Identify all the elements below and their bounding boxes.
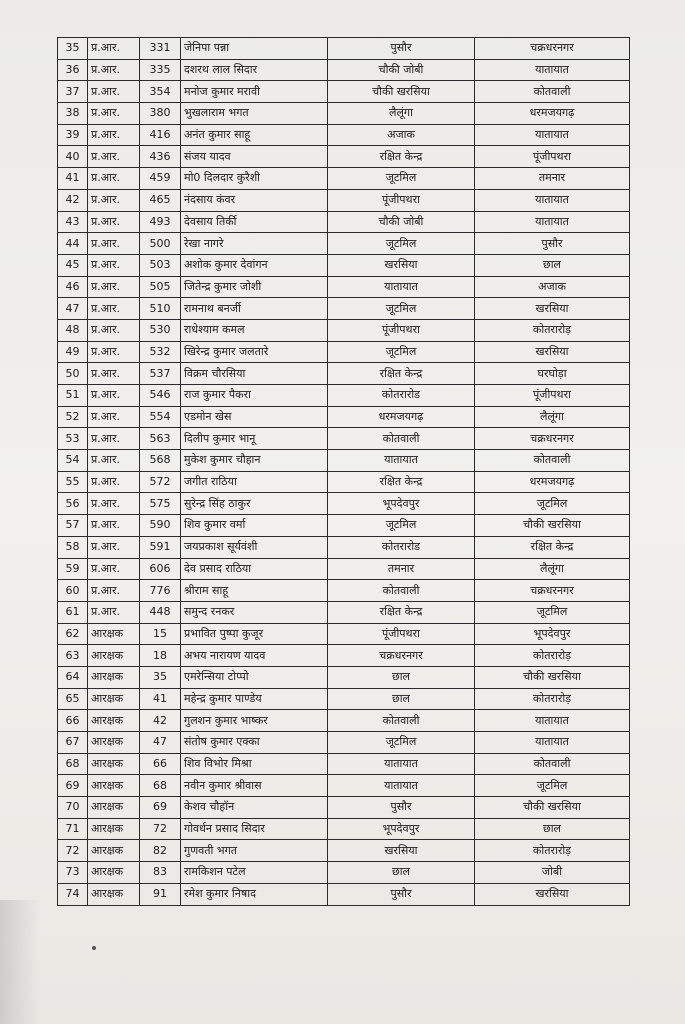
name-cell: जयप्रकाश सूर्यवंशी: [181, 536, 328, 558]
serial-number-cell: 63: [58, 645, 88, 667]
to-posting-cell: छाल: [475, 254, 630, 276]
to-posting-cell: यातायात: [475, 211, 630, 233]
serial-number-cell: 53: [58, 428, 88, 450]
serial-number-cell: 66: [58, 710, 88, 732]
badge-number-cell: 776: [140, 580, 181, 602]
serial-number-cell: 41: [58, 168, 88, 190]
badge-number-cell: 575: [140, 493, 181, 515]
name-cell: शिव कुमार वर्मा: [181, 515, 328, 537]
badge-number-cell: 47: [140, 732, 181, 754]
name-cell: नवीन कुमार श्रीवास: [181, 775, 328, 797]
rank-cell: प्र.आर.: [88, 81, 140, 103]
table-row: [58, 59, 630, 81]
rank-cell: प्र.आर.: [88, 471, 140, 493]
to-posting-cell: यातायात: [475, 189, 630, 211]
from-posting-cell: यातायात: [328, 775, 475, 797]
serial-number-cell: 58: [58, 536, 88, 558]
from-posting-cell: खरसिया: [328, 840, 475, 862]
from-posting-cell: जूटमिल: [328, 732, 475, 754]
name-cell: नंदसाय कंवर: [181, 189, 328, 211]
badge-number-cell: 335: [140, 59, 181, 81]
rank-cell: प्र.आर.: [88, 428, 140, 450]
name-cell: सुरेन्द्र सिंह ठाकुर: [181, 493, 328, 515]
rank-cell: आरक्षक: [88, 753, 140, 775]
name-cell: केशव चौहॉन: [181, 797, 328, 819]
ink-dot: [92, 946, 96, 950]
badge-number-cell: 546: [140, 385, 181, 407]
serial-number-cell: 47: [58, 298, 88, 320]
from-posting-cell: यातायात: [328, 753, 475, 775]
serial-number-cell: 37: [58, 81, 88, 103]
from-posting-cell: कोतवाली: [328, 710, 475, 732]
rank-cell: प्र.आर.: [88, 580, 140, 602]
table-row: [58, 168, 630, 190]
from-posting-cell: चक्रधरनगर: [328, 645, 475, 667]
table-row: [58, 558, 630, 580]
table-row: [58, 254, 630, 276]
rank-cell: प्र.आर.: [88, 558, 140, 580]
to-posting-cell: कोतरारोड़: [475, 840, 630, 862]
from-posting-cell: चौकी खरसिया: [328, 81, 475, 103]
rank-cell: आरक्षक: [88, 818, 140, 840]
name-cell: प्रभावित पुष्पा कुजूर: [181, 623, 328, 645]
table-row: [58, 298, 630, 320]
serial-number-cell: 43: [58, 211, 88, 233]
serial-number-cell: 73: [58, 862, 88, 884]
name-cell: गुलशन कुमार भाष्कर: [181, 710, 328, 732]
table-row: [58, 536, 630, 558]
badge-number-cell: 503: [140, 254, 181, 276]
from-posting-cell: जूटमिल: [328, 168, 475, 190]
badge-number-cell: 42: [140, 710, 181, 732]
badge-number-cell: 554: [140, 406, 181, 428]
rank-cell: प्र.आर.: [88, 168, 140, 190]
rank-cell: आरक्षक: [88, 623, 140, 645]
to-posting-cell: लैलूंगा: [475, 558, 630, 580]
rank-cell: प्र.आर.: [88, 38, 140, 60]
badge-number-cell: 505: [140, 276, 181, 298]
from-posting-cell: यातायात: [328, 450, 475, 472]
to-posting-cell: खरसिया: [475, 341, 630, 363]
badge-number-cell: 41: [140, 688, 181, 710]
badge-number-cell: 354: [140, 81, 181, 103]
table-row: [58, 645, 630, 667]
badge-number-cell: 465: [140, 189, 181, 211]
badge-number-cell: 380: [140, 103, 181, 125]
serial-number-cell: 50: [58, 363, 88, 385]
rank-cell: प्र.आर.: [88, 385, 140, 407]
badge-number-cell: 83: [140, 862, 181, 884]
name-cell: एडमोन खेस: [181, 406, 328, 428]
to-posting-cell: खरसिया: [475, 298, 630, 320]
table-row: [58, 515, 630, 537]
badge-number-cell: 68: [140, 775, 181, 797]
page-shadow: [0, 900, 40, 1024]
rank-cell: प्र.आर.: [88, 233, 140, 255]
name-cell: रमेश कुमार निषाद: [181, 883, 328, 905]
badge-number-cell: 532: [140, 341, 181, 363]
from-posting-cell: छाल: [328, 688, 475, 710]
table-row: [58, 775, 630, 797]
to-posting-cell: चक्रधरनगर: [475, 580, 630, 602]
table-row: [58, 840, 630, 862]
to-posting-cell: कोतरारोड़: [475, 319, 630, 341]
rank-cell: प्र.आर.: [88, 103, 140, 125]
to-posting-cell: जूटमिल: [475, 601, 630, 623]
badge-number-cell: 15: [140, 623, 181, 645]
table-row: [58, 385, 630, 407]
serial-number-cell: 72: [58, 840, 88, 862]
rank-cell: प्र.आर.: [88, 146, 140, 168]
table-row: [58, 862, 630, 884]
to-posting-cell: खरसिया: [475, 883, 630, 905]
serial-number-cell: 68: [58, 753, 88, 775]
from-posting-cell: भूपदेवपुर: [328, 493, 475, 515]
table-row: [58, 688, 630, 710]
rank-cell: आरक्षक: [88, 775, 140, 797]
name-cell: गोवर्धन प्रसाद सिदार: [181, 818, 328, 840]
serial-number-cell: 64: [58, 666, 88, 688]
table-row: [58, 81, 630, 103]
name-cell: रेखा नागरे: [181, 233, 328, 255]
to-posting-cell: अजाक: [475, 276, 630, 298]
serial-number-cell: 69: [58, 775, 88, 797]
rank-cell: प्र.आर.: [88, 515, 140, 537]
table-row: [58, 797, 630, 819]
from-posting-cell: छाल: [328, 666, 475, 688]
badge-number-cell: 572: [140, 471, 181, 493]
transfer-list-table: [57, 37, 630, 906]
rank-cell: प्र.आर.: [88, 59, 140, 81]
badge-number-cell: 436: [140, 146, 181, 168]
name-cell: एमरेन्सिया टोप्पो: [181, 666, 328, 688]
name-cell: अभय नारायण यादव: [181, 645, 328, 667]
name-cell: राज कुमार पैकरा: [181, 385, 328, 407]
to-posting-cell: जूटमिल: [475, 493, 630, 515]
from-posting-cell: यातायात: [328, 276, 475, 298]
rank-cell: प्र.आर.: [88, 493, 140, 515]
rank-cell: प्र.आर.: [88, 450, 140, 472]
rank-cell: प्र.आर.: [88, 189, 140, 211]
to-posting-cell: चक्रधरनगर: [475, 428, 630, 450]
serial-number-cell: 38: [58, 103, 88, 125]
serial-number-cell: 74: [58, 883, 88, 905]
to-posting-cell: धरमजयगढ़: [475, 471, 630, 493]
table-row: [58, 341, 630, 363]
name-cell: दशरथ लाल सिदार: [181, 59, 328, 81]
serial-number-cell: 71: [58, 818, 88, 840]
badge-number-cell: 590: [140, 515, 181, 537]
from-posting-cell: कोतवाली: [328, 428, 475, 450]
name-cell: श्रीराम साहू: [181, 580, 328, 602]
from-posting-cell: अजाक: [328, 124, 475, 146]
from-posting-cell: रक्षित केन्द्र: [328, 471, 475, 493]
rank-cell: प्र.आर.: [88, 298, 140, 320]
table-row: [58, 233, 630, 255]
table-row: [58, 818, 630, 840]
name-cell: खिरेन्द्र कुमार जलतारे: [181, 341, 328, 363]
name-cell: देव प्रसाद राठिया: [181, 558, 328, 580]
serial-number-cell: 36: [58, 59, 88, 81]
serial-number-cell: 35: [58, 38, 88, 60]
from-posting-cell: लैलूंगा: [328, 103, 475, 125]
table-row: [58, 406, 630, 428]
serial-number-cell: 49: [58, 341, 88, 363]
badge-number-cell: 606: [140, 558, 181, 580]
table-body: [58, 38, 630, 906]
from-posting-cell: कोतरारोड: [328, 385, 475, 407]
badge-number-cell: 91: [140, 883, 181, 905]
badge-number-cell: 537: [140, 363, 181, 385]
from-posting-cell: खरसिया: [328, 254, 475, 276]
serial-number-cell: 59: [58, 558, 88, 580]
name-cell: राधेश्याम कमल: [181, 319, 328, 341]
to-posting-cell: चौकी खरसिया: [475, 797, 630, 819]
table-row: [58, 103, 630, 125]
name-cell: रामकिशन पटेल: [181, 862, 328, 884]
serial-number-cell: 62: [58, 623, 88, 645]
from-posting-cell: जूटमिल: [328, 341, 475, 363]
name-cell: समुन्द रनकर: [181, 601, 328, 623]
badge-number-cell: 500: [140, 233, 181, 255]
rank-cell: आरक्षक: [88, 710, 140, 732]
badge-number-cell: 18: [140, 645, 181, 667]
badge-number-cell: 416: [140, 124, 181, 146]
to-posting-cell: तमनार: [475, 168, 630, 190]
badge-number-cell: 35: [140, 666, 181, 688]
to-posting-cell: यातायात: [475, 710, 630, 732]
table-row: [58, 666, 630, 688]
name-cell: जेनिपा पन्ना: [181, 38, 328, 60]
from-posting-cell: पूंजीपथरा: [328, 189, 475, 211]
serial-number-cell: 67: [58, 732, 88, 754]
name-cell: शिव विभोर मिश्रा: [181, 753, 328, 775]
to-posting-cell: कोतवाली: [475, 81, 630, 103]
to-posting-cell: चौकी खरसिया: [475, 666, 630, 688]
to-posting-cell: घरघोड़ा: [475, 363, 630, 385]
to-posting-cell: पूंजीपथरा: [475, 146, 630, 168]
table-row: [58, 146, 630, 168]
table-row: [58, 732, 630, 754]
serial-number-cell: 54: [58, 450, 88, 472]
to-posting-cell: भूपदेवपुर: [475, 623, 630, 645]
rank-cell: आरक्षक: [88, 840, 140, 862]
rank-cell: आरक्षक: [88, 688, 140, 710]
name-cell: जगीत राठिया: [181, 471, 328, 493]
to-posting-cell: कोतवाली: [475, 450, 630, 472]
rank-cell: प्र.आर.: [88, 406, 140, 428]
badge-number-cell: 448: [140, 601, 181, 623]
table-row: [58, 124, 630, 146]
from-posting-cell: चौकी जोबी: [328, 59, 475, 81]
table-row: [58, 710, 630, 732]
rank-cell: आरक्षक: [88, 883, 140, 905]
name-cell: दिलीप कुमार भानू: [181, 428, 328, 450]
from-posting-cell: पुसौर: [328, 797, 475, 819]
table-row: [58, 883, 630, 905]
table-row: [58, 450, 630, 472]
from-posting-cell: धरमजयगढ़: [328, 406, 475, 428]
rank-cell: आरक्षक: [88, 797, 140, 819]
from-posting-cell: जूटमिल: [328, 233, 475, 255]
badge-number-cell: 493: [140, 211, 181, 233]
name-cell: गुणवती भगत: [181, 840, 328, 862]
from-posting-cell: भूपदेवपुर: [328, 818, 475, 840]
serial-number-cell: 46: [58, 276, 88, 298]
from-posting-cell: पूंजीपथरा: [328, 319, 475, 341]
from-posting-cell: चौकी जोबी: [328, 211, 475, 233]
badge-number-cell: 82: [140, 840, 181, 862]
from-posting-cell: जूटमिल: [328, 515, 475, 537]
serial-number-cell: 51: [58, 385, 88, 407]
serial-number-cell: 48: [58, 319, 88, 341]
serial-number-cell: 45: [58, 254, 88, 276]
name-cell: मनोज कुमार मरावी: [181, 81, 328, 103]
serial-number-cell: 57: [58, 515, 88, 537]
rank-cell: प्र.आर.: [88, 254, 140, 276]
name-cell: महेन्द्र कुमार पाण्डेय: [181, 688, 328, 710]
table-row: [58, 580, 630, 602]
serial-number-cell: 61: [58, 601, 88, 623]
badge-number-cell: 563: [140, 428, 181, 450]
from-posting-cell: कोतवाली: [328, 580, 475, 602]
name-cell: भुखलाराम भगत: [181, 103, 328, 125]
from-posting-cell: कोतरारोड: [328, 536, 475, 558]
to-posting-cell: धरमजयगढ़: [475, 103, 630, 125]
rank-cell: आरक्षक: [88, 862, 140, 884]
to-posting-cell: यातायात: [475, 124, 630, 146]
to-posting-cell: जोबी: [475, 862, 630, 884]
serial-number-cell: 40: [58, 146, 88, 168]
name-cell: संजय यादव: [181, 146, 328, 168]
rank-cell: प्र.आर.: [88, 124, 140, 146]
name-cell: देवसाय तिर्की: [181, 211, 328, 233]
table-row: [58, 319, 630, 341]
to-posting-cell: पूंजीपथरा: [475, 385, 630, 407]
from-posting-cell: छाल: [328, 862, 475, 884]
name-cell: जितेन्द्र कुमार जोशी: [181, 276, 328, 298]
to-posting-cell: यातायात: [475, 59, 630, 81]
badge-number-cell: 591: [140, 536, 181, 558]
name-cell: संतोष कुमार एक्का: [181, 732, 328, 754]
from-posting-cell: रक्षित केन्द्र: [328, 601, 475, 623]
serial-number-cell: 39: [58, 124, 88, 146]
serial-number-cell: 52: [58, 406, 88, 428]
to-posting-cell: चक्रधरनगर: [475, 38, 630, 60]
from-posting-cell: जूटमिल: [328, 298, 475, 320]
serial-number-cell: 65: [58, 688, 88, 710]
to-posting-cell: कोतरारोड़: [475, 645, 630, 667]
rank-cell: प्र.आर.: [88, 363, 140, 385]
to-posting-cell: पुसौर: [475, 233, 630, 255]
serial-number-cell: 55: [58, 471, 88, 493]
from-posting-cell: रक्षित केन्द्र: [328, 363, 475, 385]
to-posting-cell: लैलूंगा: [475, 406, 630, 428]
rank-cell: प्र.आर.: [88, 276, 140, 298]
serial-number-cell: 42: [58, 189, 88, 211]
from-posting-cell: पुसौर: [328, 38, 475, 60]
name-cell: मो0 दिलदार कुरैशी: [181, 168, 328, 190]
badge-number-cell: 568: [140, 450, 181, 472]
serial-number-cell: 70: [58, 797, 88, 819]
badge-number-cell: 331: [140, 38, 181, 60]
rank-cell: प्र.आर.: [88, 319, 140, 341]
from-posting-cell: पूंजीपथरा: [328, 623, 475, 645]
to-posting-cell: रक्षित केन्द्र: [475, 536, 630, 558]
table-row: [58, 189, 630, 211]
badge-number-cell: 530: [140, 319, 181, 341]
serial-number-cell: 56: [58, 493, 88, 515]
badge-number-cell: 69: [140, 797, 181, 819]
to-posting-cell: चौकी खरसिया: [475, 515, 630, 537]
rank-cell: आरक्षक: [88, 645, 140, 667]
name-cell: रामनाथ बनर्जी: [181, 298, 328, 320]
table-row: [58, 493, 630, 515]
table-row: [58, 601, 630, 623]
rank-cell: प्र.आर.: [88, 341, 140, 363]
name-cell: मुकेश कुमार चौहान: [181, 450, 328, 472]
badge-number-cell: 72: [140, 818, 181, 840]
table-row: [58, 211, 630, 233]
table-row: [58, 623, 630, 645]
table-row: [58, 38, 630, 60]
serial-number-cell: 60: [58, 580, 88, 602]
from-posting-cell: रक्षित केन्द्र: [328, 146, 475, 168]
rank-cell: प्र.आर.: [88, 601, 140, 623]
table-row: [58, 753, 630, 775]
rank-cell: आरक्षक: [88, 732, 140, 754]
name-cell: विक्रम चौरसिया: [181, 363, 328, 385]
name-cell: अशोक कुमार देवांगन: [181, 254, 328, 276]
badge-number-cell: 459: [140, 168, 181, 190]
from-posting-cell: तमनार: [328, 558, 475, 580]
badge-number-cell: 510: [140, 298, 181, 320]
to-posting-cell: जूटमिल: [475, 775, 630, 797]
table-row: [58, 428, 630, 450]
to-posting-cell: कोतरारोड़: [475, 688, 630, 710]
to-posting-cell: यातायात: [475, 732, 630, 754]
rank-cell: आरक्षक: [88, 666, 140, 688]
to-posting-cell: छाल: [475, 818, 630, 840]
rank-cell: प्र.आर.: [88, 211, 140, 233]
serial-number-cell: 44: [58, 233, 88, 255]
to-posting-cell: कोतवाली: [475, 753, 630, 775]
table-row: [58, 276, 630, 298]
rank-cell: प्र.आर.: [88, 536, 140, 558]
table-row: [58, 363, 630, 385]
badge-number-cell: 66: [140, 753, 181, 775]
name-cell: अनंत कुमार साहू: [181, 124, 328, 146]
from-posting-cell: पुसौर: [328, 883, 475, 905]
table-row: [58, 471, 630, 493]
